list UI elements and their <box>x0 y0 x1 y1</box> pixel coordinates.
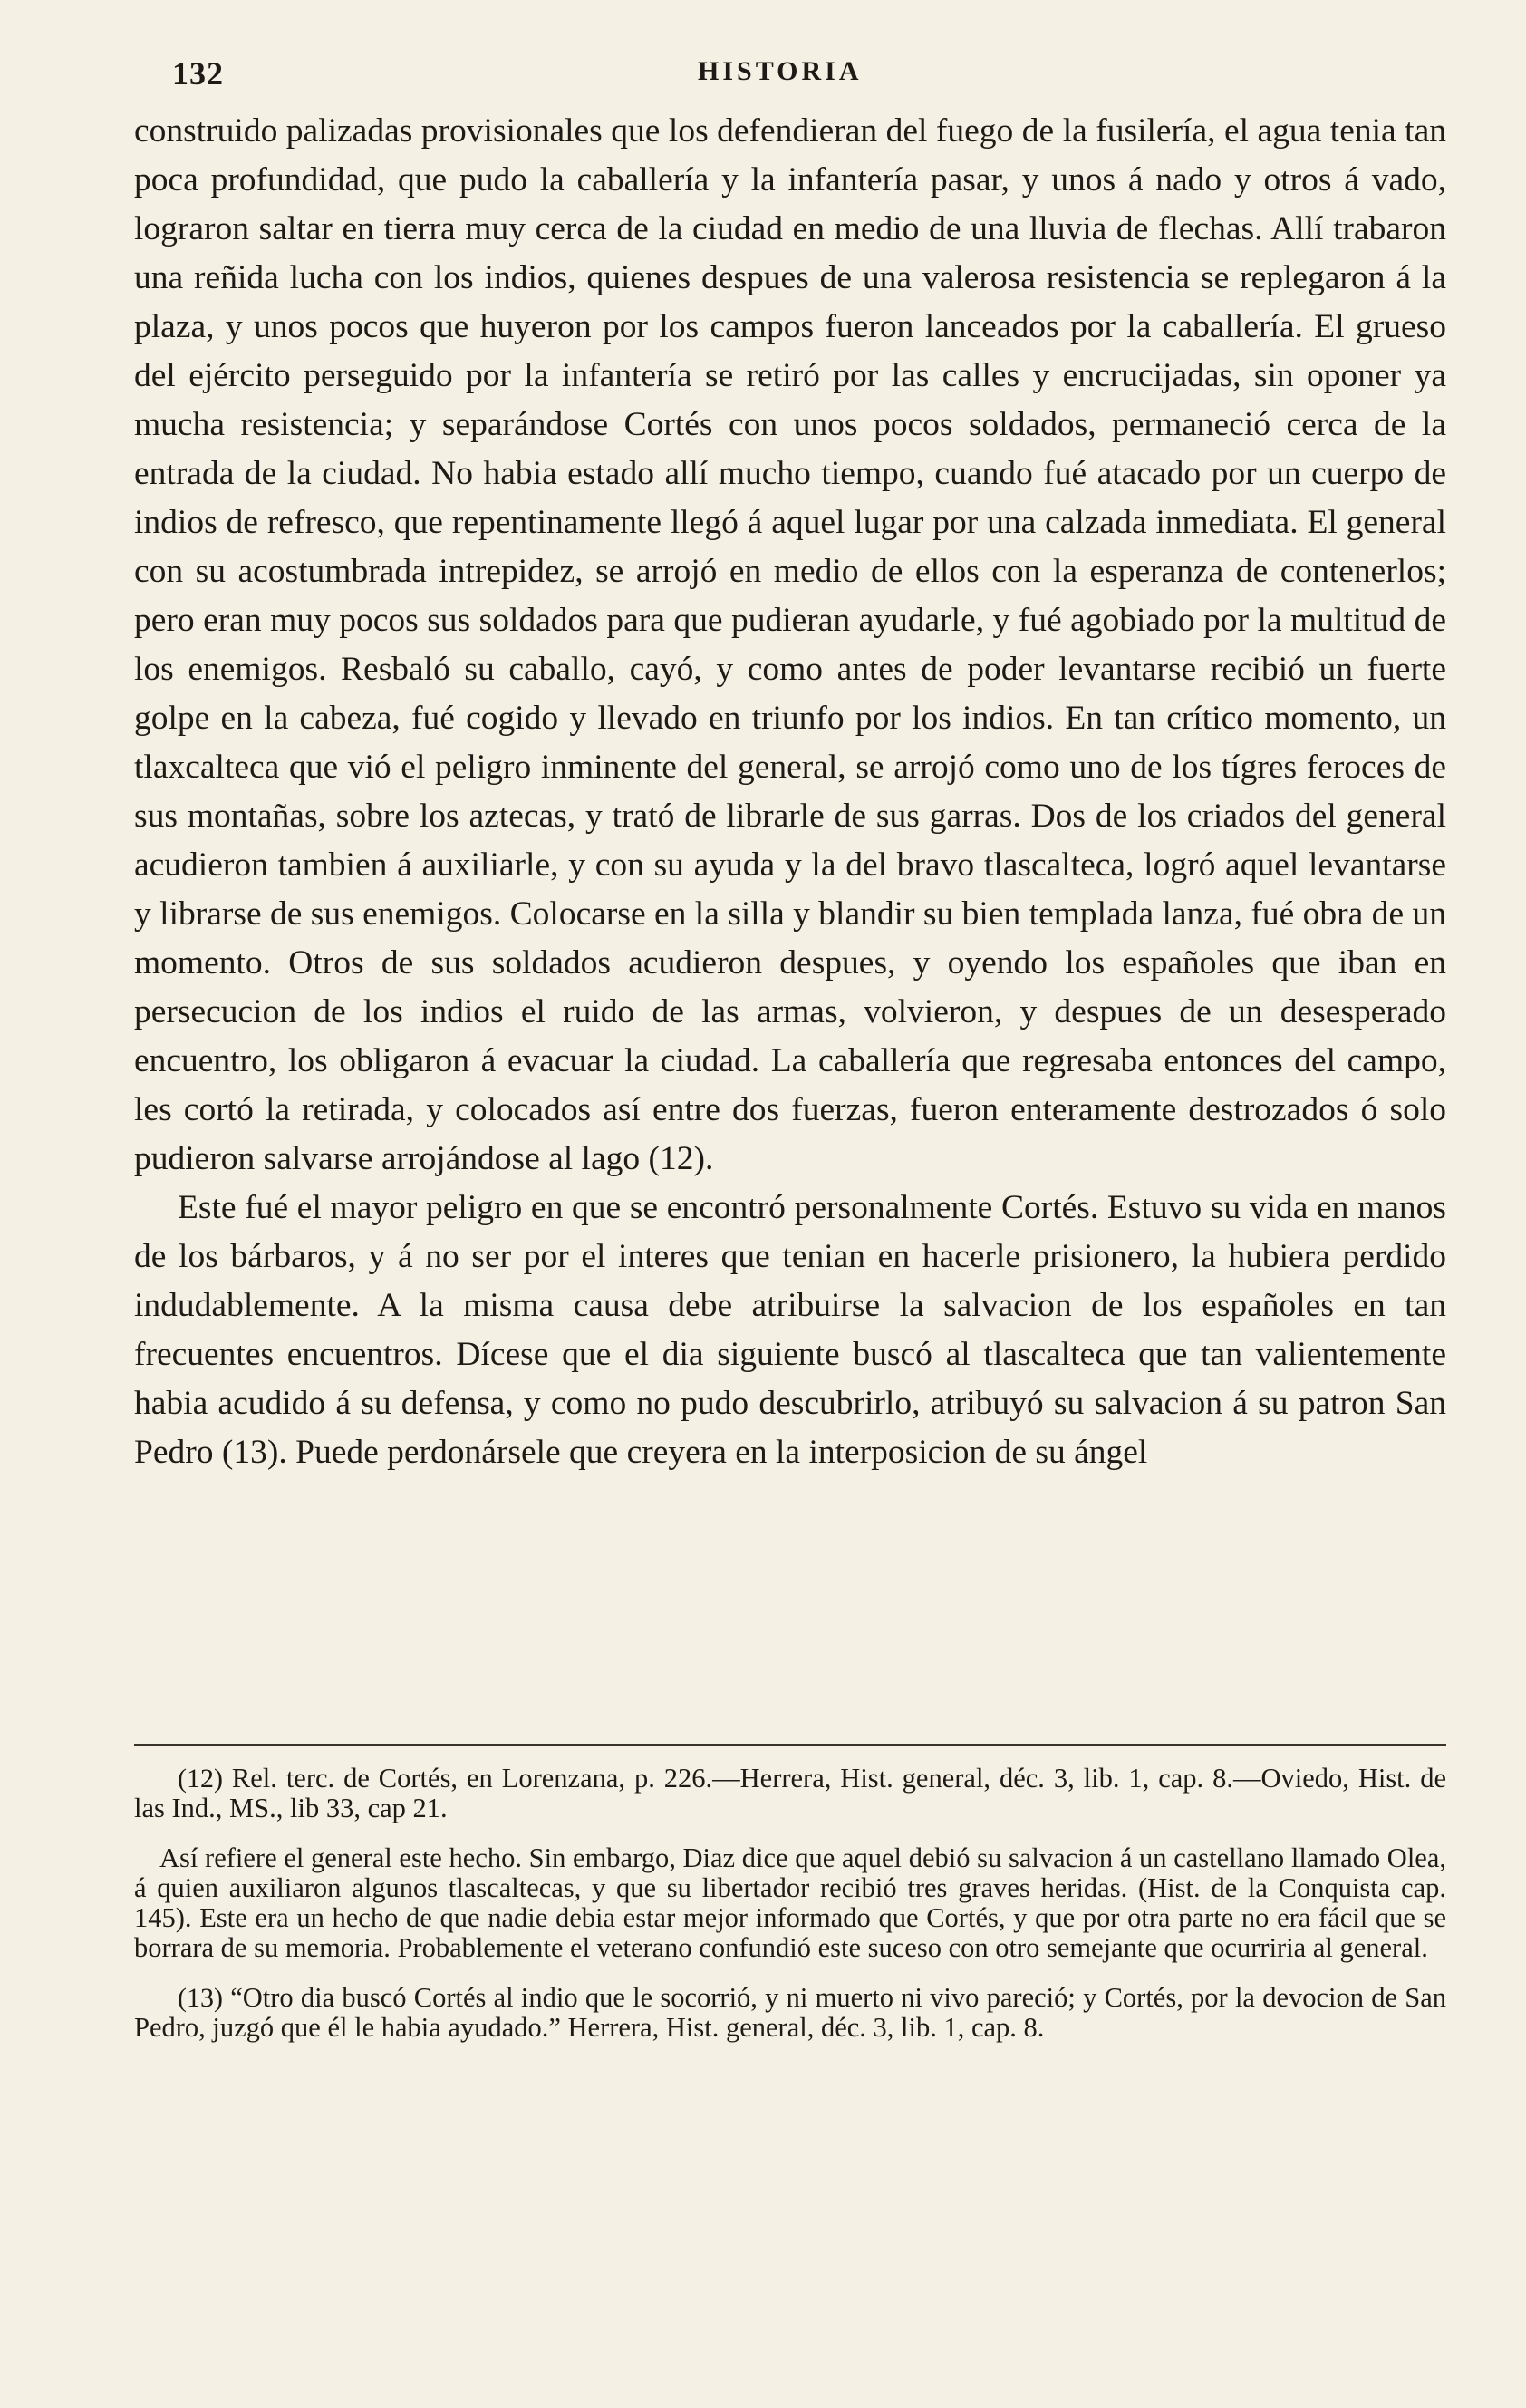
footnote-12-continued <box>134 1843 1446 1963</box>
footnotes <box>134 1764 1446 2063</box>
footnote-13 <box>134 1983 1446 2043</box>
page-number: 132 <box>172 55 224 92</box>
footnote-text: Así refiere el general este hecho. Sin embargo, Diaz dice que aquel debió su salvacion á un castellano llamado Olea, á quien auxiliaron algunos tlascaltecas, y que su libertador recibió tres graves heridas. (Hist. de la Conquista cap. 145). Este era un hecho de que nadie debia estar mejor informado que Cortés, y que por otra parte no era fácil que se borrara de su memoria. Probablemente el veterano confundió este suceso con otro semejante que ocurriria al general. <box>134 1842 1446 1963</box>
footnote-text: “Otro dia buscó Cortés al indio que le socorrió, y ni muerto ni vivo pareció; y Cortés, por la devocion de San Pedro, juzgó que él le habia ayudado.” Herrera, Hist. general, déc. 3, lib. 1, cap. 8. <box>134 1982 1446 2043</box>
running-head <box>172 49 1459 94</box>
footnote-12 <box>134 1764 1446 1823</box>
footnote-separator <box>134 1744 1446 1746</box>
footnote-text: Rel. terc. de Cortés, en Lorenzana, p. 226.—Herrera, Hist. general, déc. 3, lib. 1, cap. 8.—Oviedo, Hist. de las Ind., MS., lib 33, cap 21. <box>134 1763 1446 1823</box>
footnote-marker: (12) <box>178 1764 223 1794</box>
footnote-marker: (13) <box>178 1983 223 2013</box>
body-text <box>134 107 1446 1477</box>
body-paragraph: Este fué el mayor peligro en que se encontró personalmente Cortés. Estuvo su vida en manos de los bárbaros, y á no ser por el interes que tenian en hacerle prisionero, la hubiera perdido indudablemente. A la misma causa debe atribuirse la salvacion de los españoles en tan frecuentes encuentros. Dícese que el dia siguiente buscó al tlascalteca que tan valientemente habia acudido á su defensa, y como no pudo descubrirlo, atribuyó su salvacion á su patron San Pedro (13). Puede perdonársele que creyera en la interposicion de su ángel <box>134 1189 1446 1471</box>
running-title: HISTORIA <box>698 56 863 86</box>
body-paragraph: construido palizadas provisionales que los defendieran del fuego de la fusilería, el agua tenia tan poca profundidad, que pudo la caballería y la infantería pasar, y unos á nado y otros á vado, lograron saltar en tierra muy cerca de la ciudad en medio de una lluvia de flechas. Allí trabaron una reñida lucha con los indios, quienes despues de una valerosa resistencia se replegaron á la plaza, y unos pocos que huyeron por los campos fueron lanceados por la caballería. El grueso del ejército perseguido por la infantería se retiró por las calles y encrucijadas, sin oponer ya mucha resistencia; y separándose Cortés con unos pocos soldados, permaneció cerca de la entrada de la ciudad. No habia estado allí mucho tiempo, cuando fué atacado por un cuerpo de indios de refresco, que repentinamente llegó á aquel lugar por una calzada inmediata. El general con su acostumbrada intrepidez, se arrojó en medio de ellos con la esperanza de contenerlos; pero eran muy pocos sus soldados para que pudieran ayudarle, y fué agobiado por la multitud de los enemigos. Resbaló su caballo, cayó, y como antes de poder levantarse recibió un fuerte golpe en la cabeza, fué cogido y llevado en triunfo por los indios. En tan crítico momento, un tlaxcalteca que vió el peligro inminente del general, se arrojó como uno de los tígres feroces de sus montañas, sobre los aztecas, y trató de librarle de sus garras. Dos de los criados del general acudieron tambien á auxiliarle, y con su ayuda y la del bravo tlascalteca, logró aquel levantarse y librarse de sus enemigos. Colocarse en la silla y blandir su bien templada lanza, fué obra de un momento. Otros de sus soldados acudieron despues, y oyendo los españoles que iban en persecucion de los indios el ruido de las armas, volvieron, y despues de un desesperado encuentro, los obligaron á evacuar la ciudad. La caballería que regresaba entonces del campo, les cortó la retirada, y colocados así entre dos fuerzas, fueron enteramente destrozados ó solo pudieron salvarse arrojándose al lago (12). <box>134 112 1446 1177</box>
